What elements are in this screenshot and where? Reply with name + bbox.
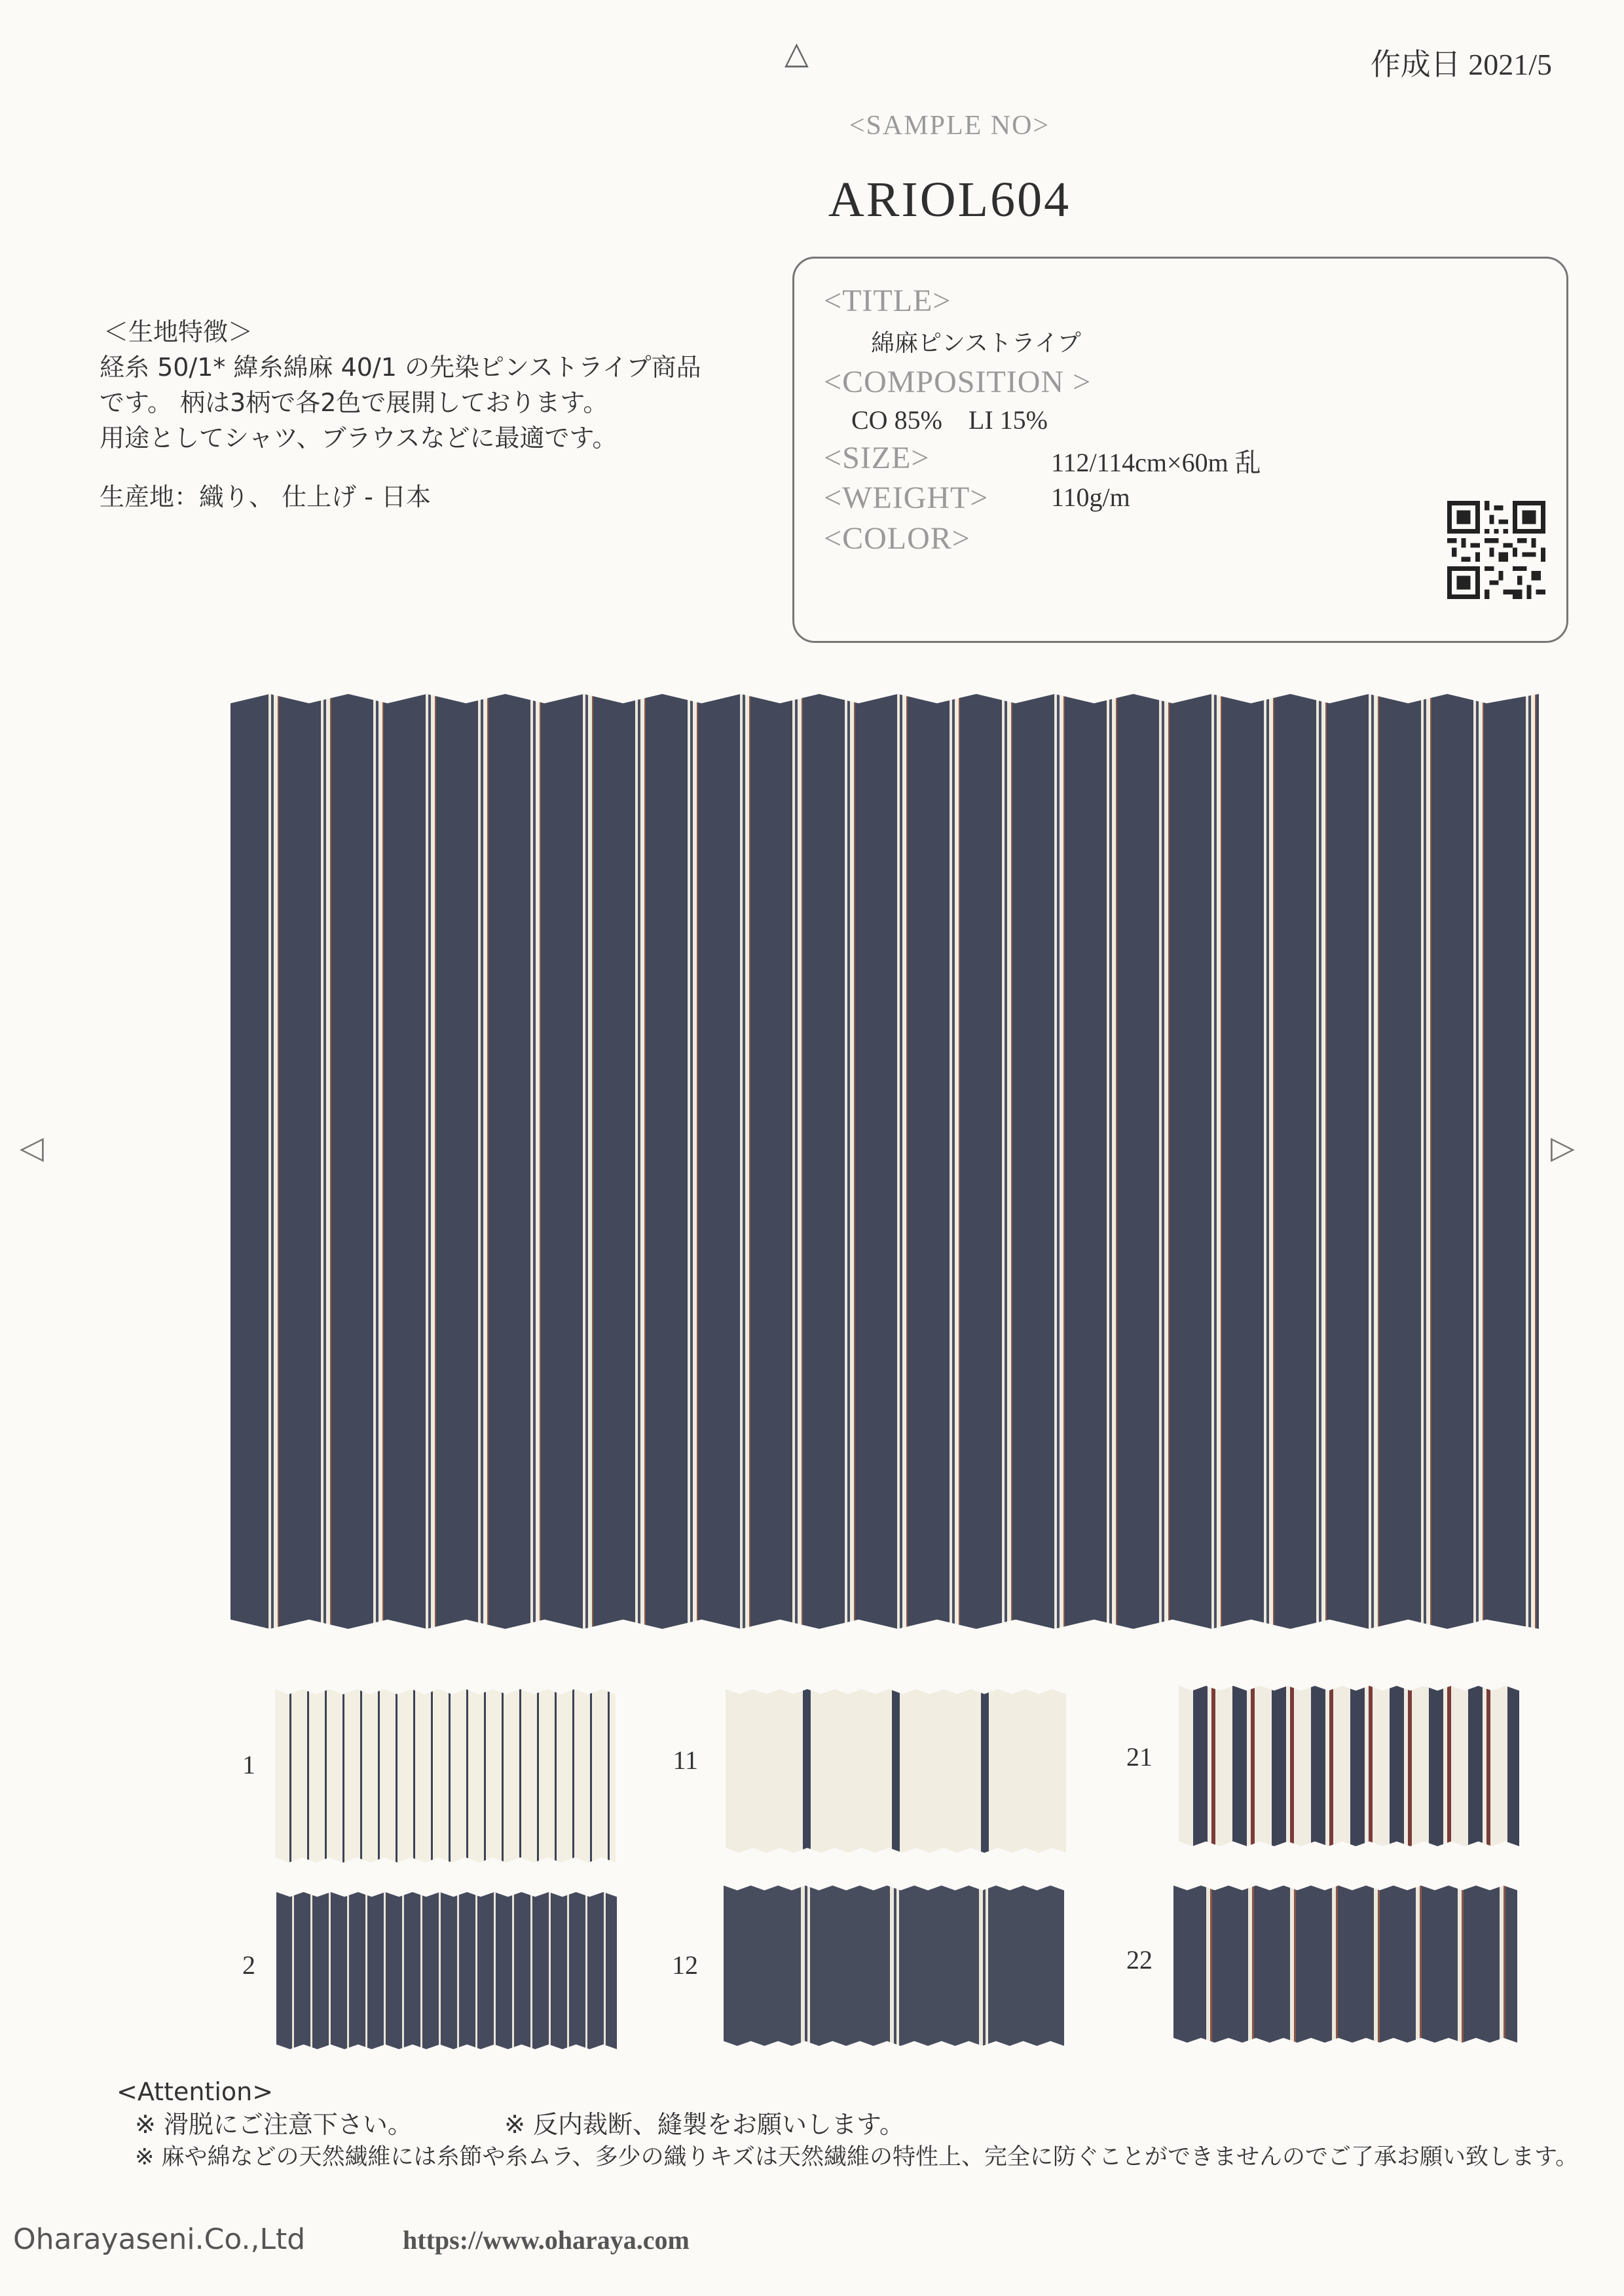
variant-number: 12: [672, 1950, 698, 1980]
attention-note: ※ 麻や綿などの天然繊維には糸節や糸ムラ、多少の織りキズは天然繊維の特性上、完全に防ぐことができませんのでご了承お願い致します。: [135, 2144, 1579, 2170]
triangle-left-icon: ◁: [20, 1131, 44, 1165]
variant-number: 1: [242, 1750, 255, 1779]
triangle-right-icon: ▷: [1551, 1131, 1575, 1165]
variant-swatch-22: [1173, 1886, 1517, 2043]
triangle-up-icon: △: [784, 36, 809, 71]
fabric-features: [100, 314, 781, 456]
title-value: 綿麻ピンストライプ: [871, 330, 1081, 357]
color-label: <COLOR>: [824, 521, 970, 556]
title-label: <TITLE>: [824, 283, 951, 318]
features-line: 経糸 50/1* 緯糸綿麻 40/1 の先染ピンストライプ商品: [100, 353, 701, 382]
variant-swatch-2: [276, 1892, 617, 2049]
qr-code-icon: [1447, 501, 1545, 599]
attention-heading: <Attention>: [117, 2077, 274, 2106]
attention-note: ※ 滑脱にご注意下さい。: [135, 2110, 413, 2139]
attention-section: [117, 2075, 1578, 2174]
variant-number: 22: [1126, 1945, 1153, 1975]
features-heading: ＜生地特徴＞: [103, 318, 253, 346]
article-number: ARIOL604: [828, 172, 1071, 227]
size-label: <SIZE>: [824, 441, 930, 475]
variant-swatch-12: [724, 1886, 1064, 2046]
company-name: Oharayaseni.Co.,Ltd: [13, 2223, 306, 2256]
variant-swatch-21: [1179, 1686, 1519, 1846]
attention-note: ※ 反内裁断、縫製をお願いします。: [504, 2110, 904, 2139]
variant-number: 11: [673, 1745, 698, 1775]
features-line: 用途としてシャツ、ブラウスなどに最適です。: [100, 424, 618, 452]
composition-label: <COMPOSITION >: [824, 365, 1092, 399]
weight-label: <WEIGHT>: [824, 481, 989, 515]
size-value: 112/114cm×60m 乱: [1051, 448, 1261, 477]
main-fabric-swatch: [231, 694, 1539, 1629]
variant-number: 2: [242, 1950, 255, 1980]
production-origin: 生産地：織り、 仕上げ - 日本: [100, 483, 431, 511]
features-line: です。 柄は3柄で各2色で展開しております。: [100, 388, 608, 417]
created-date: 作成日 2021/5: [1370, 48, 1552, 81]
variant-swatch-1: [275, 1689, 616, 1863]
variant-swatch-11: [726, 1689, 1066, 1853]
weight-value: 110g/m: [1051, 483, 1130, 512]
attention-row: [117, 2108, 1578, 2141]
variant-number: 21: [1126, 1742, 1153, 1772]
website-url[interactable]: https://www.oharaya.com: [403, 2225, 690, 2255]
sample-no-label: <SAMPLE NO>: [849, 111, 1050, 141]
composition-value: CO 85% LI 15%: [851, 405, 1048, 435]
